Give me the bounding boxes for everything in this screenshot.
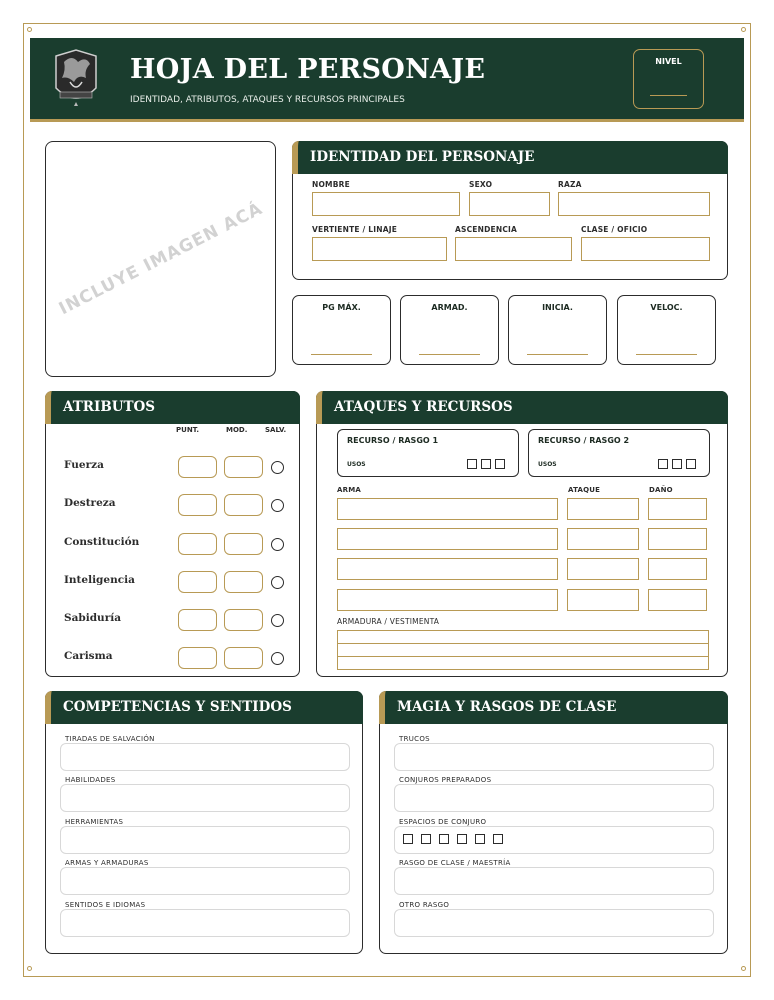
level-label: NIVEL [655, 57, 682, 66]
attack-field[interactable] [567, 528, 639, 550]
attr-wisdom-score[interactable] [178, 609, 217, 631]
stat-label: VELOC. [650, 303, 683, 312]
resource-1-use-checkbox[interactable] [467, 459, 477, 469]
attr-charisma-label: Carisma [64, 650, 113, 662]
attr-intelligence-mod[interactable] [224, 571, 263, 593]
dragon-logo-icon [52, 48, 100, 110]
attr-constitution-score[interactable] [178, 533, 217, 555]
damage-field[interactable] [648, 498, 707, 520]
spell-slot-checkbox[interactable] [421, 834, 431, 844]
attr-dexterity-mod[interactable] [224, 494, 263, 516]
senses-languages-field[interactable] [60, 909, 350, 937]
stat-label: PG MÁX. [322, 303, 361, 312]
attack-field[interactable] [567, 558, 639, 580]
sex-label: SEXO [469, 180, 493, 189]
attr-constitution-mod[interactable] [224, 533, 263, 555]
spell-slot-checkbox[interactable] [457, 834, 467, 844]
sex-field[interactable] [469, 192, 550, 216]
stat-max-hp[interactable] [292, 295, 391, 365]
damage-field[interactable] [648, 589, 707, 611]
competencies-panel-header [45, 691, 363, 724]
spell-slots-label: ESPACIOS DE CONJURO [399, 818, 487, 826]
attr-strength-save[interactable] [271, 461, 284, 474]
prepared-spells-field[interactable] [394, 784, 714, 812]
attr-constitution-label: Constitución [64, 536, 140, 548]
weapon-field[interactable] [337, 528, 558, 550]
ancestry-field[interactable] [455, 237, 572, 261]
damage-field[interactable] [648, 558, 707, 580]
attr-dexterity-label: Destreza [64, 497, 116, 509]
page-title: HOJA DEL PERSONAJE [130, 54, 486, 85]
weapons-armor-label: ARMAS Y ARMADURAS [65, 859, 149, 867]
attr-strength-score[interactable] [178, 456, 217, 478]
stat-armor[interactable] [400, 295, 499, 365]
class-feature-label: RASGO DE CLASE / MAESTRÍA [399, 859, 511, 867]
stat-line [419, 354, 480, 355]
stat-speed[interactable] [617, 295, 716, 365]
ancestry-label: ASCENDENCIA [455, 225, 518, 234]
portrait-placeholder[interactable] [45, 141, 276, 377]
resource-card-1 [337, 429, 519, 477]
weapon-field[interactable] [337, 589, 558, 611]
other-feature-field[interactable] [394, 909, 714, 937]
resource-1-uses-label: USOS [347, 461, 366, 468]
stat-label: INICIA. [542, 303, 573, 312]
prepared-spells-label: CONJUROS PREPARADOS [399, 776, 492, 784]
resource-card-2 [528, 429, 710, 477]
attacks-title: ATAQUES Y RECURSOS [334, 399, 513, 415]
attr-wisdom-mod[interactable] [224, 609, 263, 631]
race-label: RAZA [558, 180, 582, 189]
header-banner [30, 38, 744, 122]
name-label: NOMBRE [312, 180, 350, 189]
stat-initiative[interactable] [508, 295, 607, 365]
armor-field[interactable] [337, 630, 709, 670]
attr-wisdom-label: Sabiduría [64, 612, 122, 624]
senses-languages-label: SENTIDOS E IDIOMAS [65, 901, 146, 909]
skills-label: HABILIDADES [65, 776, 116, 784]
weapon-field[interactable] [337, 498, 558, 520]
spell-slot-checkbox[interactable] [403, 834, 413, 844]
spell-slots-field [394, 826, 714, 854]
tools-field[interactable] [60, 826, 350, 854]
magic-panel [379, 691, 728, 954]
saving-throws-field[interactable] [60, 743, 350, 771]
attr-strength-mod[interactable] [224, 456, 263, 478]
attack-col-header: ATAQUE [568, 486, 601, 494]
identity-title: IDENTIDAD DEL PERSONAJE [310, 149, 535, 165]
spell-slot-checkbox[interactable] [439, 834, 449, 844]
damage-field[interactable] [648, 528, 707, 550]
attr-charisma-score[interactable] [178, 647, 217, 669]
lineage-label: VERTIENTE / LINAJE [312, 225, 398, 234]
attacks-panel [316, 391, 728, 677]
col-score: PUNT. [176, 426, 200, 434]
identity-panel [292, 141, 728, 280]
level-box[interactable] [633, 49, 704, 109]
attr-intelligence-label: Inteligencia [64, 574, 135, 586]
name-field[interactable] [312, 192, 460, 216]
attr-charisma-mod[interactable] [224, 647, 263, 669]
damage-col-header: DAÑO [649, 486, 673, 494]
resource-2-use-checkbox[interactable] [672, 459, 682, 469]
level-line [650, 95, 687, 96]
resource-2-use-checkbox[interactable] [686, 459, 696, 469]
resource-1-label: RECURSO / RASGO 1 [347, 436, 439, 445]
weapon-field[interactable] [337, 558, 558, 580]
magic-title: MAGIA Y RASGOS DE CLASE [397, 699, 617, 715]
skills-field[interactable] [60, 784, 350, 812]
frame-corner [741, 27, 746, 32]
frame-corner [27, 27, 32, 32]
attr-dexterity-save[interactable] [271, 499, 284, 512]
cantrips-field[interactable] [394, 743, 714, 771]
resource-2-uses-label: USOS [538, 461, 557, 468]
competencies-title: COMPETENCIAS Y SENTIDOS [63, 699, 292, 715]
magic-panel-header [379, 691, 728, 724]
class-label: CLASE / OFICIO [581, 225, 648, 234]
class-feature-field[interactable] [394, 867, 714, 895]
competencies-panel [45, 691, 363, 954]
attr-dexterity-score[interactable] [178, 494, 217, 516]
stat-line [311, 354, 372, 355]
page-subtitle: IDENTIDAD, ATRIBUTOS, ATAQUES Y RECURSOS PRINCIPALES [130, 95, 405, 105]
armor-label: ARMADURA / VESTIMENTA [337, 617, 440, 626]
resource-2-label: RECURSO / RASGO 2 [538, 436, 630, 445]
identity-panel-header [292, 141, 728, 174]
attr-constitution-save[interactable] [271, 538, 284, 551]
stat-line [636, 354, 697, 355]
attack-field[interactable] [567, 498, 639, 520]
attacks-panel-header [316, 391, 728, 424]
stat-label: ARMAD. [431, 303, 468, 312]
saving-throws-label: TIRADAS DE SALVACIÓN [65, 735, 155, 743]
attr-intelligence-score[interactable] [178, 571, 217, 593]
portrait-placeholder-text: INCLUYE IMAGEN ACÁ [55, 198, 266, 320]
cantrips-label: TRUCOS [399, 735, 430, 743]
other-feature-label: OTRO RASGO [399, 901, 450, 909]
attr-intelligence-save[interactable] [271, 576, 284, 589]
class-field[interactable] [581, 237, 710, 261]
attributes-panel [45, 391, 300, 677]
col-mod: MOD. [226, 426, 248, 434]
resource-1-use-checkbox[interactable] [495, 459, 505, 469]
col-save: SALV. [265, 426, 287, 434]
resource-2-use-checkbox[interactable] [658, 459, 668, 469]
attributes-panel-header [45, 391, 300, 424]
resource-1-use-checkbox[interactable] [481, 459, 491, 469]
spell-slot-checkbox[interactable] [493, 834, 503, 844]
race-field[interactable] [558, 192, 710, 216]
tools-label: HERRAMIENTAS [65, 818, 124, 826]
weapons-armor-field[interactable] [60, 867, 350, 895]
spell-slot-checkbox[interactable] [475, 834, 485, 844]
attr-wisdom-save[interactable] [271, 614, 284, 627]
frame-corner [27, 966, 32, 971]
attributes-title: ATRIBUTOS [63, 399, 156, 415]
weapon-col-header: ARMA [337, 486, 361, 494]
stat-line [527, 354, 588, 355]
frame-corner [741, 966, 746, 971]
attr-charisma-save[interactable] [271, 652, 284, 665]
attr-strength-label: Fuerza [64, 459, 104, 471]
attack-field[interactable] [567, 589, 639, 611]
lineage-field[interactable] [312, 237, 447, 261]
